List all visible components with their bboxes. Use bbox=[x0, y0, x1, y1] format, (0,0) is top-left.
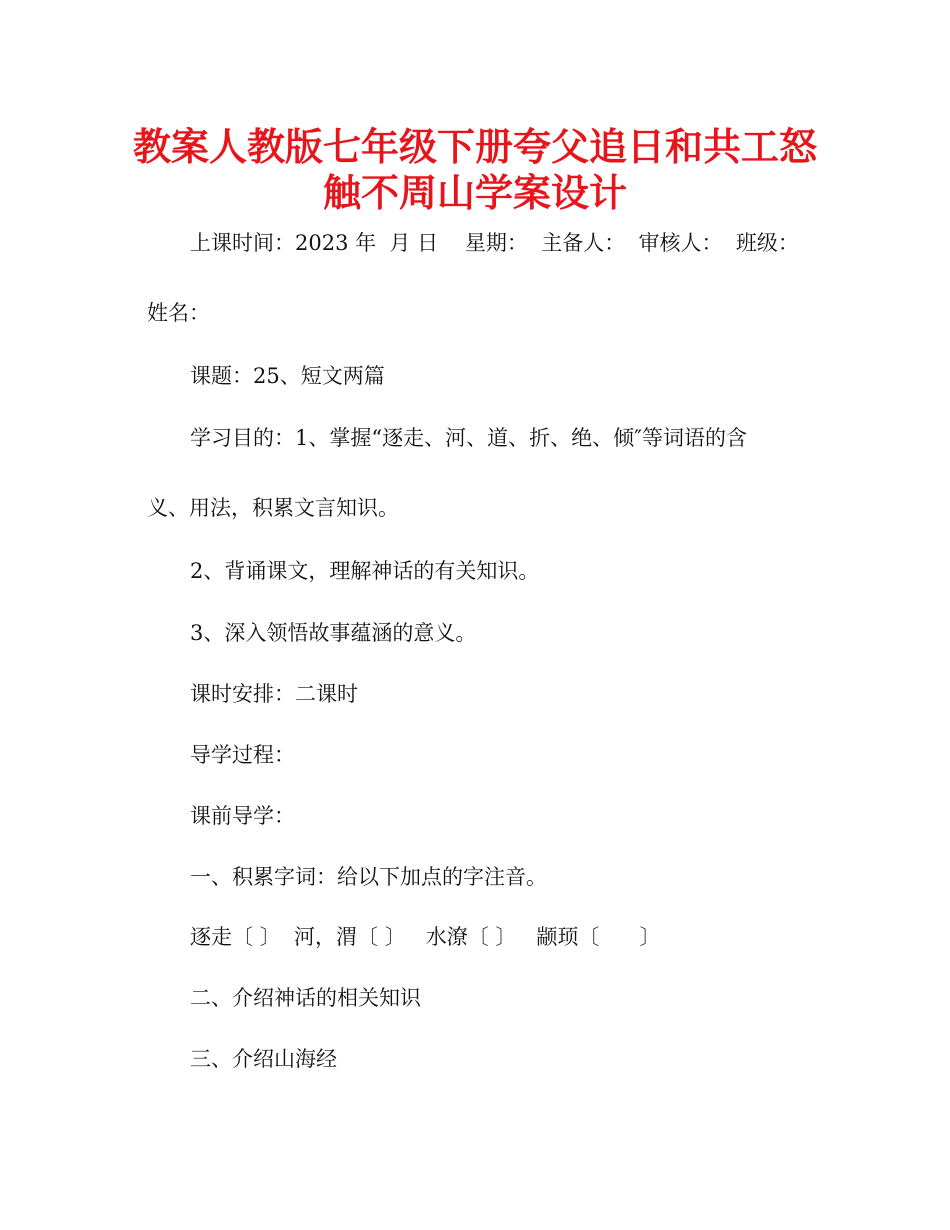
section-vocabulary: 一、积累字词：给以下加点的字注音。 bbox=[190, 865, 547, 889]
document-title-line-2: 触不周山学案设计 bbox=[322, 171, 627, 215]
guided-process-heading: 导学过程： bbox=[190, 743, 295, 767]
class-info-line: 上课时间：2023 年 月 日 星期： 主备人： 审核人： 班级： bbox=[190, 231, 799, 255]
student-name-line: 姓名： bbox=[147, 301, 210, 325]
learning-goal-1-continued: 义、用法，积累文言知识。 bbox=[147, 496, 399, 520]
lesson-topic: 课题：25、短文两篇 bbox=[190, 364, 385, 388]
pre-class-guide-heading: 课前导学： bbox=[190, 804, 295, 828]
section-myth-knowledge: 二、介绍神话的相关知识 bbox=[190, 986, 421, 1010]
learning-goal-3: 3、深入领悟故事蕴涵的意义。 bbox=[190, 621, 477, 645]
learning-goal-2: 2、背诵课文，理解神话的有关知识。 bbox=[190, 559, 540, 583]
learning-goal-1: 学习目的：1、掌握“逐走、河、道、折、绝、倾″等词语的含 bbox=[190, 426, 747, 450]
class-schedule: 课时安排：二课时 bbox=[190, 682, 358, 706]
section-shanhaijing: 三、介绍山海经 bbox=[190, 1047, 337, 1071]
document-title-line-1: 教案人教版七年级下册夸父追日和共工怒 bbox=[132, 125, 817, 169]
pronunciation-exercise: 逐走〔 〕 河，渭〔 〕 水潦〔 〕 颛顼〔 〕 bbox=[190, 925, 661, 949]
